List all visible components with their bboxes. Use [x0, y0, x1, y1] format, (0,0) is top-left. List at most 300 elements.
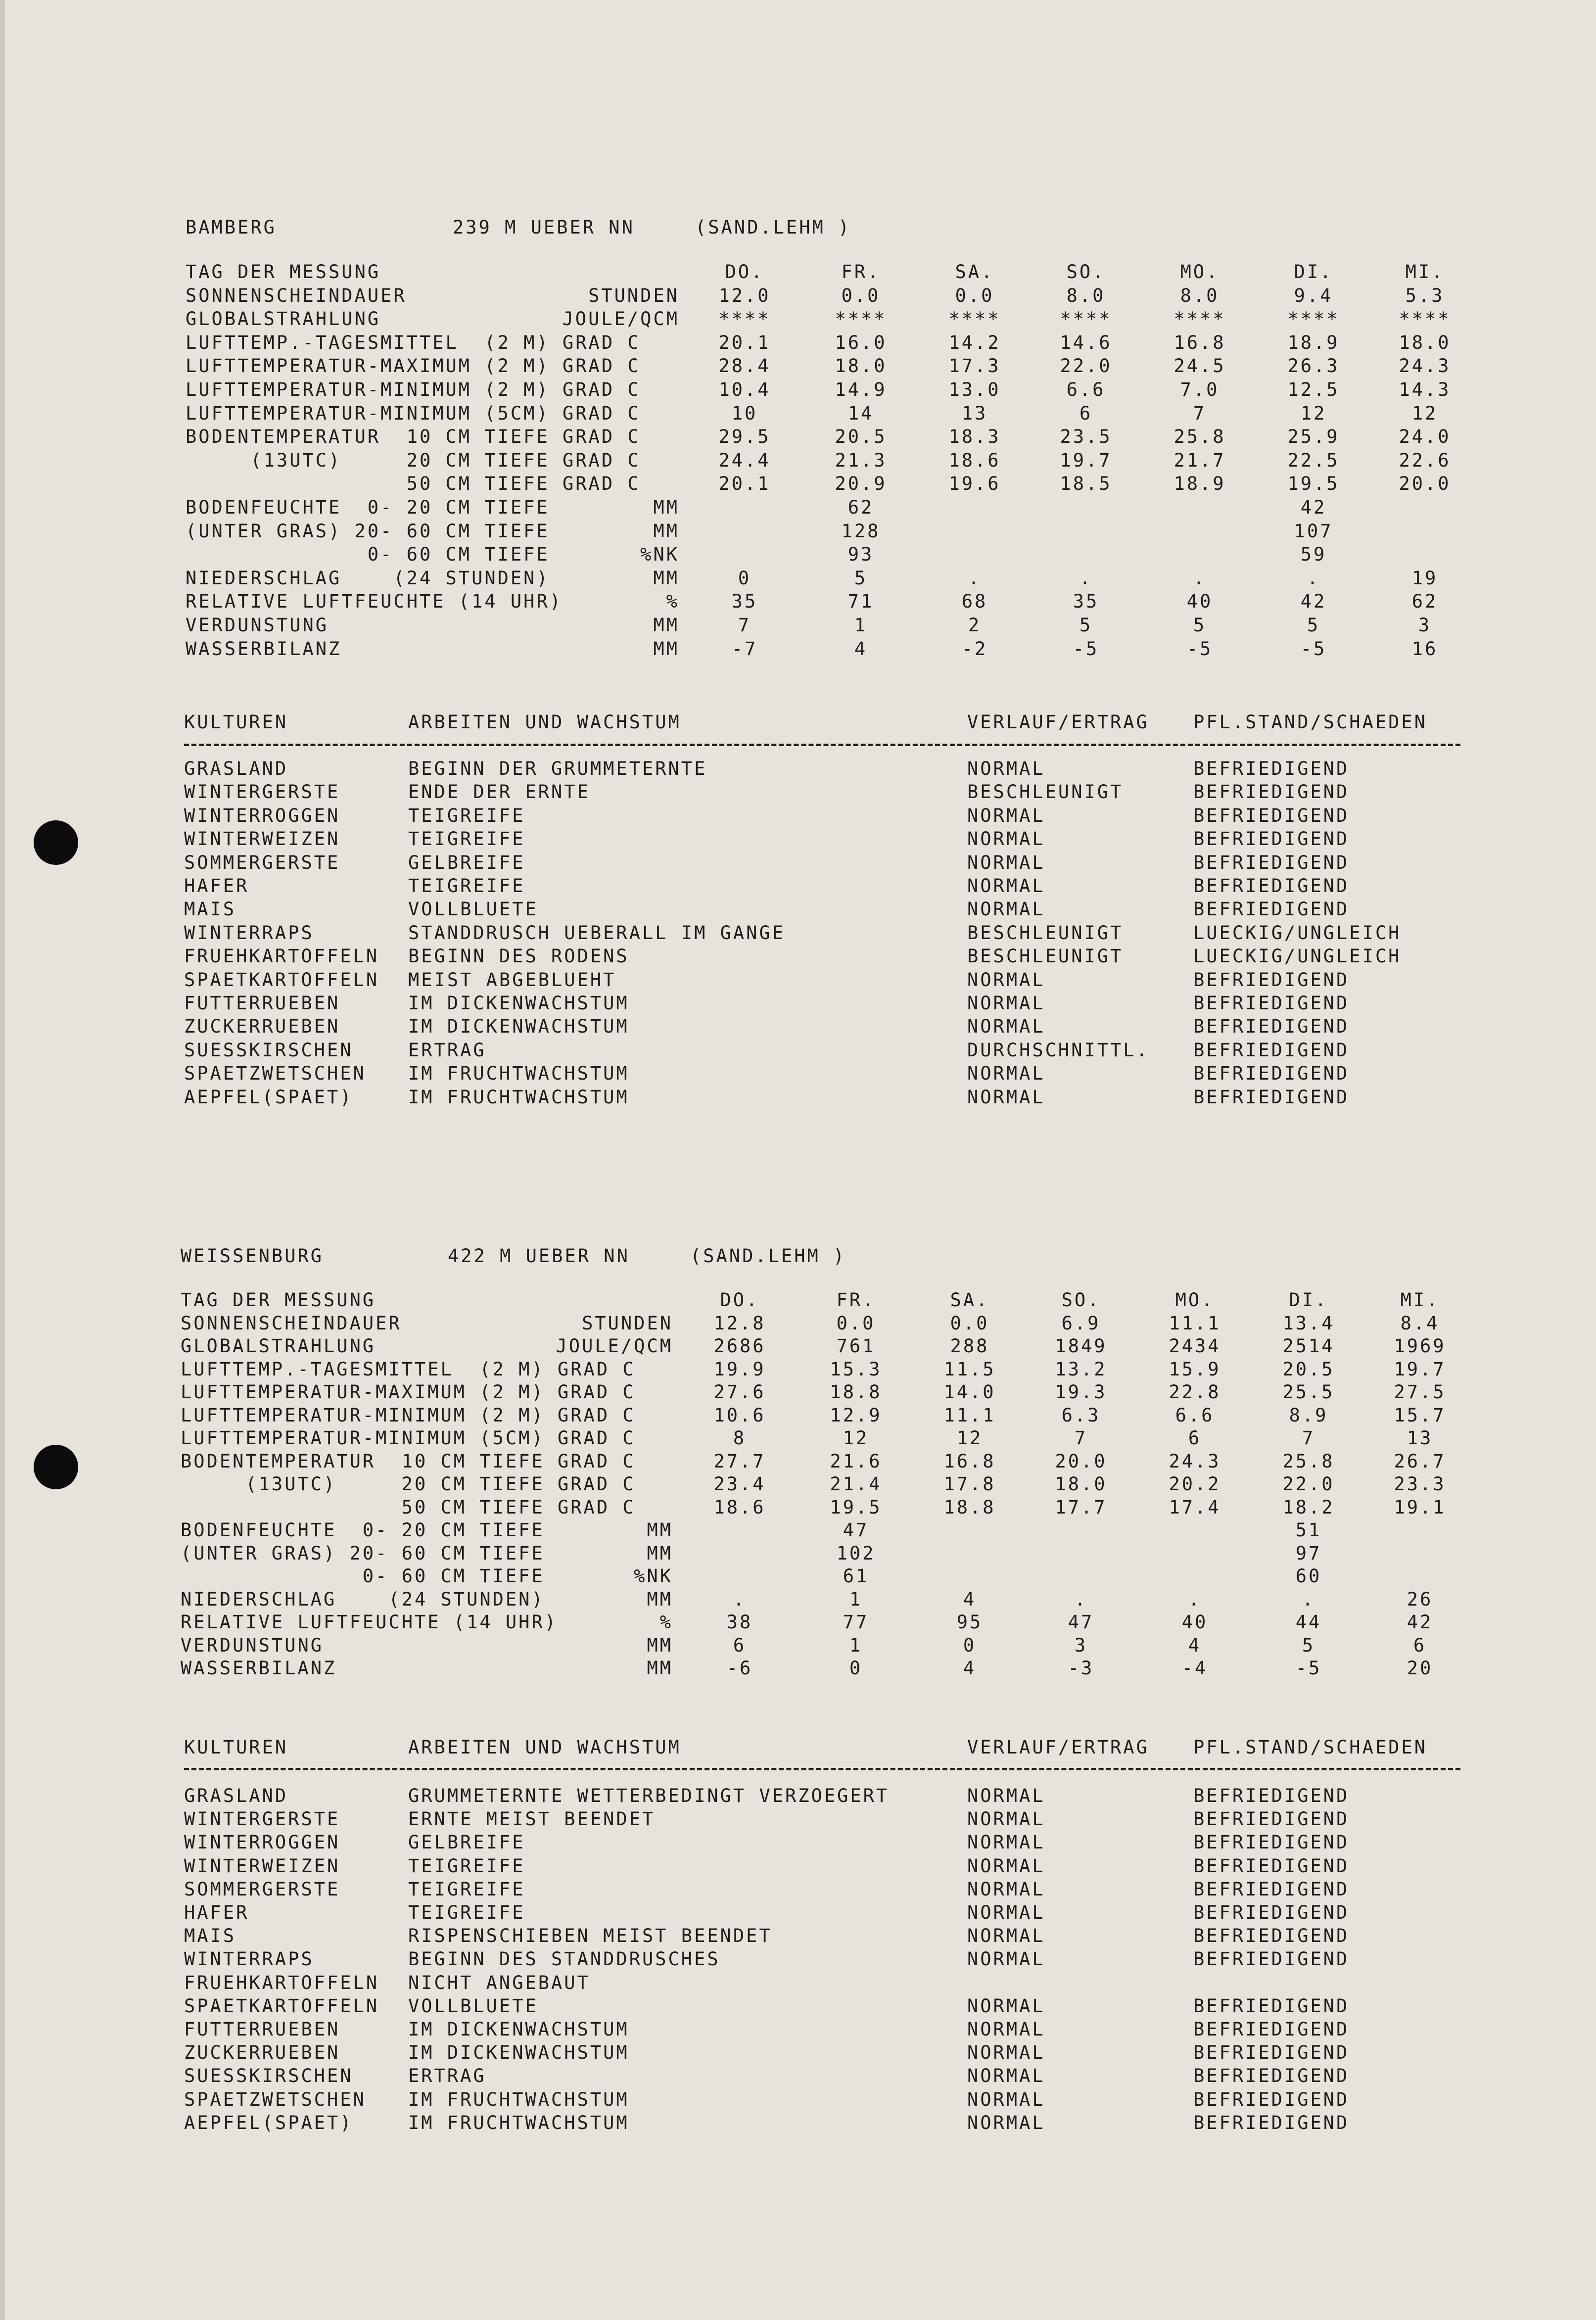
measure-value: 24.0 — [1399, 426, 1451, 447]
measure-value: 7 — [738, 615, 751, 636]
measure-value: 6 — [733, 1635, 747, 1656]
crop-activity: IM FRUCHTWACHSTUM — [408, 2089, 629, 2110]
measure-value: -5 — [1186, 638, 1213, 660]
crop-condition: LUECKIG/UNGLEICH — [1193, 922, 1402, 944]
measure-value: 27.5 — [1394, 1381, 1446, 1403]
crop-activity: GELBREIFE — [408, 852, 525, 873]
measure-value: 20.0 — [1399, 473, 1451, 494]
measure-value: 22.0 — [1282, 1473, 1335, 1495]
measure-unit: MM — [653, 521, 679, 542]
crop-name: GRASLAND — [184, 758, 288, 779]
measure-value: 47 — [843, 1519, 869, 1541]
measure-unit: MM — [653, 497, 679, 518]
crop-name: MAIS — [184, 899, 236, 920]
measure-value: 4 — [963, 1657, 977, 1679]
crop-activity: TEIGREIFE — [408, 1879, 525, 1900]
measure-value: **** — [1060, 308, 1112, 330]
measure-value: 12.0 — [718, 285, 771, 306]
measure-label: BODENFEUCHTE 0- 20 CM TIEFE — [181, 1519, 545, 1541]
measure-label: (13UTC) 20 CM TIEFE GRAD C — [186, 450, 641, 471]
measure-unit: MM — [653, 568, 679, 589]
crop-condition: BEFRIEDIGEND — [1193, 993, 1350, 1014]
measure-value: 51 — [1295, 1519, 1322, 1541]
measure-value: 1 — [849, 1635, 863, 1656]
measure-value: . — [1074, 1589, 1088, 1610]
measure-value: . — [733, 1589, 747, 1610]
measure-value: 97 — [1295, 1543, 1322, 1564]
measure-unit: MM — [647, 1519, 673, 1541]
crop-name: SPAETZWETSCHEN — [184, 2089, 366, 2110]
measure-value: 18.9 — [1174, 473, 1226, 494]
measure-value: 5.3 — [1405, 285, 1445, 306]
measure-unit: MM — [647, 1589, 673, 1610]
measure-unit: JOULE/QCM — [562, 308, 679, 330]
crop-progress: NORMAL — [967, 899, 1045, 920]
measure-value: 14.6 — [1060, 332, 1112, 353]
measure-value: 19 — [1411, 568, 1438, 589]
measure-value: 17.8 — [943, 1473, 996, 1495]
measure-label: VERDUNSTUNG — [186, 615, 329, 636]
crop-progress: NORMAL — [967, 2019, 1045, 2040]
measure-value: 18.6 — [948, 450, 1001, 471]
measure-value: 6 — [1413, 1635, 1427, 1656]
measure-value: 25.8 — [1174, 426, 1226, 447]
crop-activity: NICHT ANGEBAUT — [408, 1972, 590, 1993]
crop-activity: ERTRAG — [408, 1040, 486, 1061]
measure-label: VERDUNSTUNG — [181, 1635, 324, 1656]
measure-value: -3 — [1068, 1657, 1094, 1679]
crop-header: KULTUREN — [184, 1737, 288, 1758]
measure-value: 38 — [726, 1611, 753, 1633]
crop-condition: BEFRIEDIGEND — [1193, 2065, 1350, 2086]
measure-value: 25.8 — [1282, 1451, 1335, 1472]
measure-value: 19.5 — [830, 1497, 882, 1518]
crop-condition: BEFRIEDIGEND — [1193, 805, 1350, 826]
measure-label: LUFTTEMPERATUR-MAXIMUM (2 M) GRAD C — [186, 355, 641, 377]
measure-value: 20.1 — [718, 332, 771, 353]
measure-value: 1 — [849, 1589, 863, 1610]
measure-label: LUFTTEMPERATUR-MINIMUM (5CM) GRAD C — [186, 403, 641, 424]
measure-value: 95 — [956, 1611, 983, 1633]
measure-value: . — [1193, 568, 1207, 589]
measure-value: **** — [835, 308, 887, 330]
crop-condition: BEFRIEDIGEND — [1193, 1995, 1350, 2017]
station-altitude: 422 M UEBER NN — [448, 1245, 630, 1267]
measure-label: LUFTTEMPERATUR-MINIMUM (5CM) GRAD C — [181, 1427, 636, 1449]
measure-value: 7 — [1074, 1427, 1088, 1449]
measure-value: 62 — [1411, 591, 1438, 612]
measure-value: 24.5 — [1174, 355, 1226, 377]
measure-value: 14.0 — [943, 1381, 996, 1403]
crop-condition: BEFRIEDIGEND — [1193, 1902, 1350, 1923]
crop-activity: ERTRAG — [408, 2065, 486, 2086]
measure-label: LUFTTEMP.-TAGESMITTEL (2 M) GRAD C — [181, 1359, 636, 1380]
measure-value: 3 — [1074, 1635, 1088, 1656]
measure-value: **** — [718, 308, 771, 330]
measure-value: 18.6 — [713, 1497, 766, 1518]
measure-value: 1 — [854, 615, 868, 636]
measure-label: GLOBALSTRAHLUNG — [181, 1335, 376, 1357]
measure-value: 26 — [1407, 1589, 1433, 1610]
measure-value: MO. — [1180, 261, 1220, 283]
measure-value: 2 — [968, 615, 982, 636]
measure-label: TAG DER MESSUNG — [186, 261, 381, 283]
measure-value: 12.5 — [1287, 379, 1340, 400]
measure-value: 59 — [1300, 544, 1327, 565]
measure-value: 5 — [1307, 615, 1320, 636]
crop-condition: BEFRIEDIGEND — [1193, 875, 1350, 897]
measure-label: SONNENSCHEINDAUER — [186, 285, 407, 306]
crop-name: SUESSKIRSCHEN — [184, 2065, 353, 2086]
crop-header: ARBEITEN UND WACHSTUM — [408, 1737, 681, 1758]
measure-value: 20.5 — [835, 426, 887, 447]
measure-unit: MM — [653, 638, 679, 660]
measure-value: -5 — [1300, 638, 1327, 660]
dashed-divider — [184, 744, 1460, 746]
measure-value: 15.7 — [1394, 1405, 1446, 1426]
measure-value: 15.3 — [830, 1359, 882, 1380]
measure-value: 35 — [1073, 591, 1099, 612]
crop-header: VERLAUF/ERTRAG — [967, 1737, 1149, 1758]
measure-value: 27.6 — [713, 1381, 766, 1403]
measure-value: 18.2 — [1282, 1497, 1335, 1518]
measure-value: 9.4 — [1294, 285, 1333, 306]
measure-label: (13UTC) 20 CM TIEFE GRAD C — [181, 1473, 636, 1495]
measure-unit: MM — [653, 615, 679, 636]
crop-activity: IM DICKENWACHSTUM — [408, 1016, 629, 1037]
measure-value: 2686 — [713, 1335, 766, 1357]
measure-value: 21.7 — [1174, 450, 1226, 471]
measure-value: . — [1307, 568, 1320, 589]
measure-value: 26.7 — [1394, 1451, 1446, 1472]
station-soil: (SAND.LEHM ) — [690, 1245, 846, 1267]
measure-value: 0.0 — [841, 285, 881, 306]
crop-condition: BEFRIEDIGEND — [1193, 969, 1350, 991]
measure-value: 13 — [961, 403, 988, 424]
measure-value: 11.1 — [1169, 1313, 1221, 1334]
measure-value: 128 — [841, 521, 881, 542]
crop-activity: IM FRUCHTWACHSTUM — [408, 1063, 629, 1084]
measure-unit: % — [659, 1611, 673, 1633]
measure-value: MO. — [1175, 1289, 1215, 1311]
crop-activity: VOLLBLUETE — [408, 1995, 538, 2017]
measure-value: 17.7 — [1055, 1497, 1107, 1518]
crop-progress: NORMAL — [967, 1879, 1045, 1900]
measure-value: 42 — [1407, 1611, 1433, 1633]
measure-value: 12 — [1411, 403, 1438, 424]
crop-progress: BESCHLEUNIGT — [967, 922, 1124, 944]
measure-value: 19.3 — [1055, 1381, 1107, 1403]
crop-header: KULTUREN — [184, 711, 288, 733]
crop-name: WINTERROGGEN — [184, 805, 340, 826]
measure-value: 11.5 — [943, 1359, 996, 1380]
measure-value: SO. — [1061, 1289, 1101, 1311]
measure-value: . — [968, 568, 982, 589]
measure-value: **** — [1399, 308, 1451, 330]
crop-name: MAIS — [184, 1925, 236, 1946]
measure-unit: MM — [647, 1635, 673, 1656]
crop-progress: BESCHLEUNIGT — [967, 781, 1124, 803]
measure-value: 35 — [731, 591, 758, 612]
crop-name: HAFER — [184, 1902, 249, 1923]
measure-value: 19.5 — [1287, 473, 1340, 494]
measure-label: BODENTEMPERATUR 10 CM TIEFE GRAD C — [186, 426, 641, 447]
measure-value: -4 — [1181, 1657, 1208, 1679]
measure-value: 20.1 — [718, 473, 771, 494]
measure-value: 27.7 — [713, 1451, 766, 1472]
measure-value: 6.6 — [1066, 379, 1106, 400]
crop-name: FUTTERRUEBEN — [184, 2019, 340, 2040]
dashed-divider — [184, 1768, 1460, 1770]
measure-value: 26.3 — [1287, 355, 1340, 377]
measure-value: 10.4 — [718, 379, 771, 400]
crop-name: HAFER — [184, 875, 249, 897]
measure-label: WASSERBILANZ — [186, 638, 342, 660]
crop-condition: BEFRIEDIGEND — [1193, 1040, 1350, 1061]
measure-label: (UNTER GRAS) 20- 60 CM TIEFE — [186, 521, 550, 542]
crop-condition: LUECKIG/UNGLEICH — [1193, 946, 1402, 967]
measure-value: 19.1 — [1394, 1497, 1446, 1518]
measure-value: 12.9 — [830, 1405, 882, 1426]
crop-progress: NORMAL — [967, 1087, 1045, 1108]
crop-activity: TEIGREIFE — [408, 805, 525, 826]
measure-value: 14 — [847, 403, 874, 424]
measure-label: BODENTEMPERATUR 10 CM TIEFE GRAD C — [181, 1451, 636, 1472]
measure-value: DO. — [720, 1289, 759, 1311]
measure-value: -5 — [1073, 638, 1099, 660]
measure-label: (UNTER GRAS) 20- 60 CM TIEFE — [181, 1543, 545, 1564]
measure-unit: %NK — [634, 1565, 673, 1587]
measure-value: 22.8 — [1169, 1381, 1221, 1403]
crop-condition: BEFRIEDIGEND — [1193, 1785, 1350, 1806]
crop-activity: BEGINN DER GRUMMETERNTE — [408, 758, 707, 779]
measure-label: 0- 60 CM TIEFE — [186, 544, 550, 565]
crop-activity: TEIGREIFE — [408, 1855, 525, 1877]
measure-value: 6 — [1079, 403, 1093, 424]
measure-value: 8.4 — [1400, 1313, 1440, 1334]
crop-progress: NORMAL — [967, 2089, 1045, 2110]
measure-unit: % — [666, 591, 679, 612]
measure-value: 20.5 — [1282, 1359, 1335, 1380]
measure-value: -7 — [731, 638, 758, 660]
measure-value: 24.3 — [1169, 1451, 1221, 1472]
crop-condition: BEFRIEDIGEND — [1193, 758, 1350, 779]
crop-progress: NORMAL — [967, 1808, 1045, 1830]
measure-value: 5 — [1193, 615, 1207, 636]
measure-value: 18.8 — [943, 1497, 996, 1518]
crop-name: WINTERWEIZEN — [184, 1855, 340, 1877]
crop-activity: BEGINN DES RODENS — [408, 946, 629, 967]
measure-value: 15.9 — [1169, 1359, 1221, 1380]
crop-name: FUTTERRUEBEN — [184, 993, 340, 1014]
measure-label: 0- 60 CM TIEFE — [181, 1565, 545, 1587]
measure-value: 20.9 — [835, 473, 887, 494]
crop-activity: GRUMMETERNTE WETTERBEDINGT VERZOEGERT — [408, 1785, 890, 1806]
measure-value: 29.5 — [718, 426, 771, 447]
crop-activity: GELBREIFE — [408, 1832, 525, 1853]
measure-label: LUFTTEMPERATUR-MAXIMUM (2 M) GRAD C — [181, 1381, 636, 1403]
measure-value: 5 — [854, 568, 868, 589]
measure-value: 1969 — [1394, 1335, 1446, 1357]
measure-value: 25.5 — [1282, 1381, 1335, 1403]
crop-condition: BEFRIEDIGEND — [1193, 1948, 1350, 1970]
crop-activity: RISPENSCHIEBEN MEIST BEENDET — [408, 1925, 772, 1946]
crop-progress: NORMAL — [967, 828, 1045, 850]
measure-label: RELATIVE LUFTFEUCHTE (14 UHR) — [181, 1611, 558, 1633]
measure-value: 22.0 — [1060, 355, 1112, 377]
measure-value: 10.6 — [713, 1405, 766, 1426]
measure-value: 102 — [836, 1543, 876, 1564]
crop-header: PFL.STAND/SCHAEDEN — [1193, 711, 1427, 733]
crop-progress: NORMAL — [967, 969, 1045, 991]
measure-value: SA. — [955, 261, 994, 283]
measure-value: 16.0 — [835, 332, 887, 353]
measure-value: 21.3 — [835, 450, 887, 471]
measure-value: 4 — [854, 638, 868, 660]
crop-name: SOMMERGERSTE — [184, 1879, 340, 1900]
measure-value: 21.6 — [830, 1451, 882, 1472]
measure-value: 18.9 — [1287, 332, 1340, 353]
crop-name: GRASLAND — [184, 1785, 288, 1806]
crop-progress: NORMAL — [967, 2042, 1045, 2063]
measure-value: 24.3 — [1399, 355, 1451, 377]
measure-value: 10 — [731, 403, 758, 424]
station-soil: (SAND.LEHM ) — [695, 217, 851, 238]
measure-value: 42 — [1300, 591, 1327, 612]
measure-value: 60 — [1295, 1565, 1322, 1587]
crop-progress: NORMAL — [967, 1948, 1045, 1970]
crop-name: SPAETKARTOFFELN — [184, 969, 379, 991]
measure-value: 6 — [1188, 1427, 1202, 1449]
measure-unit: STUNDEN — [582, 1313, 673, 1334]
crop-condition: BEFRIEDIGEND — [1193, 1063, 1350, 1084]
measure-value: 16 — [1411, 638, 1438, 660]
measure-unit: MM — [647, 1543, 673, 1564]
measure-value: 7 — [1302, 1427, 1315, 1449]
crop-header: VERLAUF/ERTRAG — [967, 711, 1149, 733]
crop-condition: BEFRIEDIGEND — [1193, 2089, 1350, 2110]
punch-hole — [34, 820, 78, 865]
measure-value: 40 — [1186, 591, 1213, 612]
measure-value: 68 — [961, 591, 988, 612]
measure-value: 2514 — [1282, 1335, 1335, 1357]
crop-activity: TEIGREIFE — [408, 828, 525, 850]
crop-progress: NORMAL — [967, 852, 1045, 873]
measure-value: 22.5 — [1287, 450, 1340, 471]
crop-name: WINTERGERSTE — [184, 781, 340, 803]
crop-progress: NORMAL — [967, 2065, 1045, 2086]
measure-value: 13.4 — [1282, 1313, 1335, 1334]
measure-value: 18.3 — [948, 426, 1001, 447]
crop-name: ZUCKERRUEBEN — [184, 2042, 340, 2063]
measure-value: 8 — [733, 1427, 747, 1449]
measure-value: -5 — [1295, 1657, 1322, 1679]
crop-condition: BEFRIEDIGEND — [1193, 781, 1350, 803]
measure-value: . — [1188, 1589, 1202, 1610]
crop-header: PFL.STAND/SCHAEDEN — [1193, 1737, 1427, 1758]
measure-value: 107 — [1294, 521, 1333, 542]
measure-value: 14.3 — [1399, 379, 1451, 400]
measure-value: 17.4 — [1169, 1497, 1221, 1518]
crop-name: SPAETKARTOFFELN — [184, 1995, 379, 2017]
measure-value: 12 — [956, 1427, 983, 1449]
measure-value: 0 — [963, 1635, 977, 1656]
crop-activity: VOLLBLUETE — [408, 899, 538, 920]
measure-value: 18.8 — [830, 1381, 882, 1403]
measure-value: 0 — [849, 1657, 863, 1679]
crop-condition: BEFRIEDIGEND — [1193, 2019, 1350, 2040]
crop-progress: NORMAL — [967, 805, 1045, 826]
crop-progress: NORMAL — [967, 1785, 1045, 1806]
crop-condition: BEFRIEDIGEND — [1193, 852, 1350, 873]
measure-value: 0 — [738, 568, 751, 589]
measure-value: 4 — [963, 1589, 977, 1610]
station-name: BAMBERG — [186, 217, 277, 238]
measure-value: 761 — [836, 1335, 876, 1357]
crop-condition: BEFRIEDIGEND — [1193, 2112, 1350, 2133]
crop-activity: ERNTE MEIST BEENDET — [408, 1808, 656, 1830]
measure-value: 20.2 — [1169, 1473, 1221, 1495]
crop-condition: BEFRIEDIGEND — [1193, 899, 1350, 920]
crop-activity: IM DICKENWACHSTUM — [408, 2042, 629, 2063]
measure-value: 12 — [843, 1427, 869, 1449]
crop-name: ZUCKERRUEBEN — [184, 1016, 340, 1037]
measure-value: 61 — [843, 1565, 869, 1587]
crop-condition: BEFRIEDIGEND — [1193, 1855, 1350, 1877]
measure-value: DI. — [1289, 1289, 1328, 1311]
crop-condition: BEFRIEDIGEND — [1193, 1016, 1350, 1037]
measure-label: NIEDERSCHLAG (24 STUNDEN) — [186, 568, 550, 589]
measure-value: 5 — [1079, 615, 1093, 636]
measure-value: MI. — [1405, 261, 1445, 283]
measure-label: BODENFEUCHTE 0- 20 CM TIEFE — [186, 497, 550, 518]
measure-value: 77 — [843, 1611, 869, 1633]
measure-value: 0.0 — [955, 285, 994, 306]
measure-value: 11.1 — [943, 1405, 996, 1426]
crop-progress: NORMAL — [967, 2112, 1045, 2133]
crop-name: WINTERROGGEN — [184, 1832, 340, 1853]
crop-progress: NORMAL — [967, 1063, 1045, 1084]
measure-value: 6.3 — [1061, 1405, 1101, 1426]
crop-activity: IM DICKENWACHSTUM — [408, 993, 629, 1014]
measure-value: DO. — [725, 261, 764, 283]
crop-activity: IM FRUCHTWACHSTUM — [408, 2112, 629, 2133]
measure-value: 8.0 — [1180, 285, 1220, 306]
measure-value: **** — [1174, 308, 1226, 330]
crop-name: SPAETZWETSCHEN — [184, 1063, 366, 1084]
measure-value: 12 — [1300, 403, 1327, 424]
station-name: WEISSENBURG — [181, 1245, 324, 1267]
station-altitude: 239 M UEBER NN — [453, 217, 635, 238]
crop-condition: BEFRIEDIGEND — [1193, 1808, 1350, 1830]
crop-progress: NORMAL — [967, 1902, 1045, 1923]
measure-value: 22.6 — [1399, 450, 1451, 471]
measure-value: 71 — [847, 591, 874, 612]
measure-value: 25.9 — [1287, 426, 1340, 447]
measure-value: 12.8 — [713, 1313, 766, 1334]
measure-value: 20.0 — [1055, 1451, 1107, 1472]
measure-value: 13 — [1407, 1427, 1433, 1449]
measure-value: 16.8 — [943, 1451, 996, 1472]
measure-label: WASSERBILANZ — [181, 1657, 337, 1679]
measure-value: 17.3 — [948, 355, 1001, 377]
crop-name: SUESSKIRSCHEN — [184, 1040, 353, 1061]
measure-value: 6.6 — [1175, 1405, 1215, 1426]
measure-value: -2 — [961, 638, 988, 660]
measure-value: 288 — [950, 1335, 989, 1357]
measure-value: 19.7 — [1060, 450, 1112, 471]
measure-label: GLOBALSTRAHLUNG — [186, 308, 381, 330]
